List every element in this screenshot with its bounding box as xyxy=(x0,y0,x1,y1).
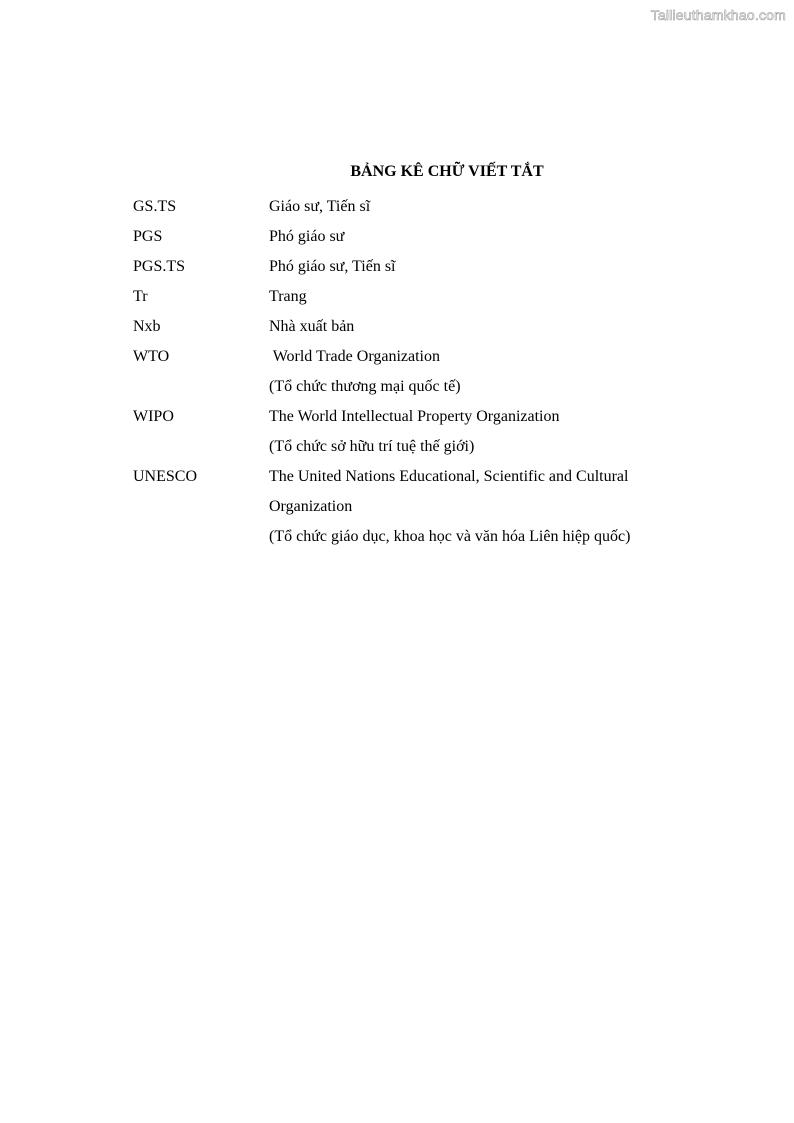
abbreviation-meaning xyxy=(269,192,693,222)
meaning-line: The United Nations Educational, Scientific and Cultural xyxy=(269,468,629,485)
abbreviation-meaning xyxy=(269,342,693,402)
meaning-line: (Tổ chức giáo dục, khoa học và văn hóa Liên hiệp quốc) xyxy=(269,528,631,545)
abbreviation-list xyxy=(133,192,693,552)
abbreviation-meaning xyxy=(269,462,693,552)
meaning-line: Giáo sư, Tiến sĩ xyxy=(269,198,371,215)
abbreviation-row xyxy=(133,402,693,462)
meaning-line: Trang xyxy=(269,288,307,305)
watermark-text: Tailieuthamkhao.com xyxy=(650,7,786,23)
meaning-line: Phó giáo sư, Tiến sĩ xyxy=(269,258,396,275)
abbreviation-term: PGS xyxy=(133,228,163,245)
meaning-line: Organization xyxy=(269,498,353,515)
abbreviation-row xyxy=(133,312,693,342)
abbreviation-row xyxy=(133,252,693,282)
abbreviation-term: Tr xyxy=(133,288,148,305)
abbreviation-term: WIPO xyxy=(133,408,174,425)
meaning-line: (Tổ chức sở hữu trí tuệ thế giới) xyxy=(269,438,475,455)
abbreviation-meaning xyxy=(269,252,693,282)
abbreviation-term: Nxb xyxy=(133,318,161,335)
meaning-line: Nhà xuất bản xyxy=(269,318,355,335)
abbreviation-meaning xyxy=(269,282,693,312)
abbreviation-row xyxy=(133,222,693,252)
abbreviation-meaning xyxy=(269,312,693,342)
abbreviation-row xyxy=(133,462,693,552)
meaning-line: (Tổ chức thương mại quốc tế) xyxy=(269,378,461,395)
meaning-line: The World Intellectual Property Organization xyxy=(269,408,560,425)
abbreviation-term: UNESCO xyxy=(133,468,198,485)
abbreviation-term: WTO xyxy=(133,348,170,365)
abbreviation-meaning xyxy=(269,222,693,252)
abbreviation-meaning xyxy=(269,402,693,462)
abbreviation-term: GS.TS xyxy=(133,198,177,215)
abbreviation-term: PGS.TS xyxy=(133,258,186,275)
abbreviation-row xyxy=(133,342,693,402)
meaning-line: Phó giáo sư xyxy=(269,228,345,245)
meaning-line: World Trade Organization xyxy=(269,348,440,365)
abbreviation-row xyxy=(133,282,693,312)
page-title: BẢNG KÊ CHỮ VIẾT TẮT xyxy=(350,163,544,180)
abbreviation-row xyxy=(133,192,693,222)
